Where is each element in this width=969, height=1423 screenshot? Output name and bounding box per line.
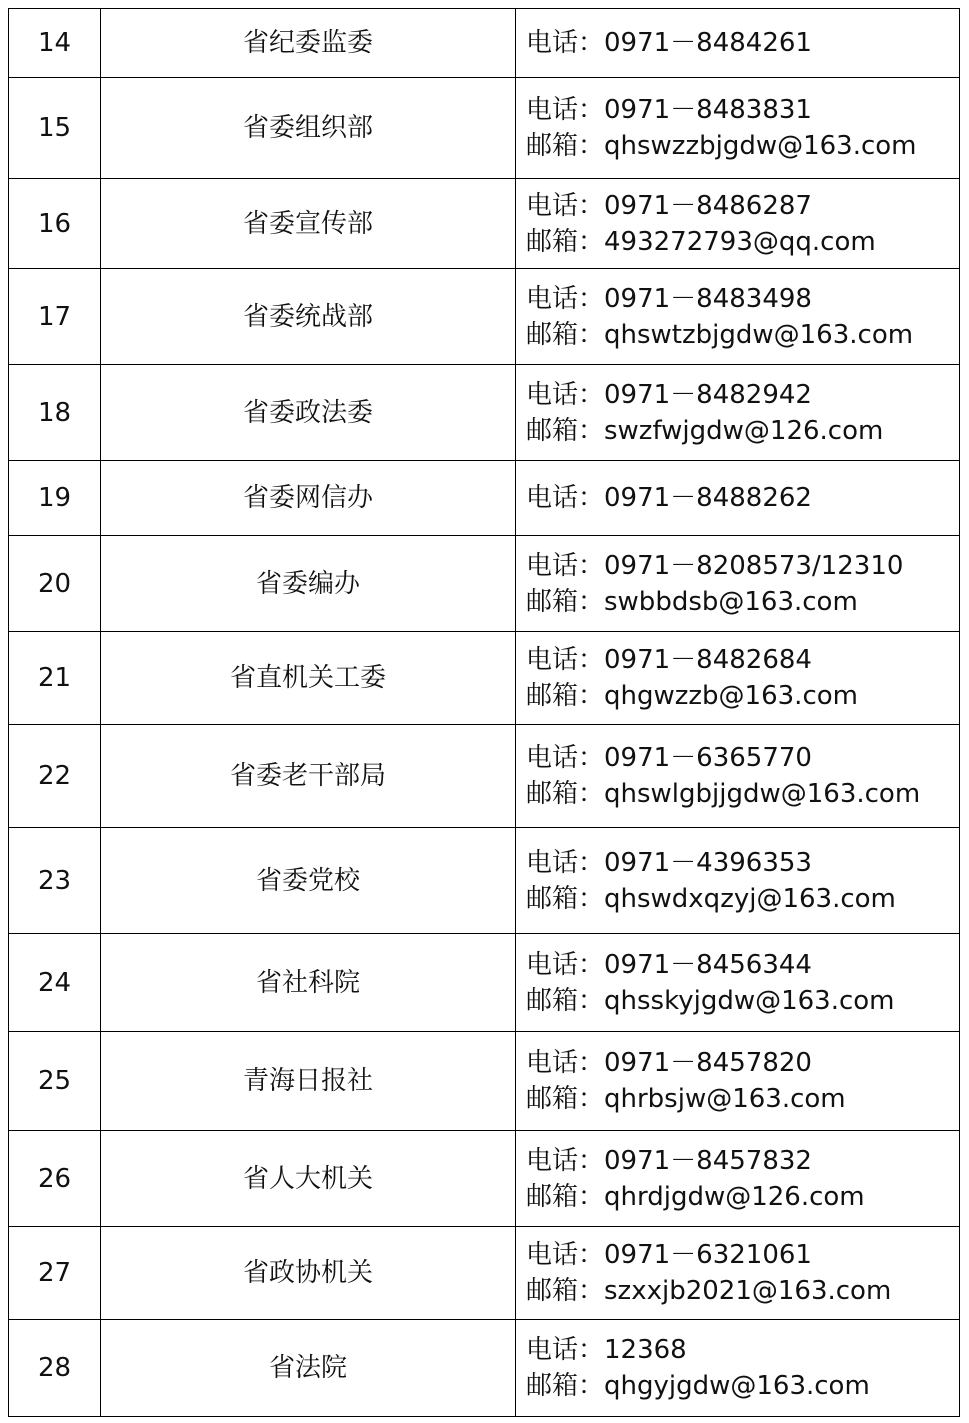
contact-cell: [516, 9, 960, 78]
phone-text: 电话：12368: [526, 1335, 687, 1365]
contact-cell: [516, 78, 960, 179]
contact-cell: [516, 269, 960, 365]
email-text: 邮箱：qhgyjgdw@163.com: [526, 1371, 870, 1401]
email-text: 邮箱：qhrbsjw@163.com: [526, 1084, 846, 1114]
row-number: 22: [9, 725, 101, 828]
phone-text: 电话：0971－8208573/12310: [526, 550, 904, 581]
contact-cell: [516, 934, 960, 1032]
phone-text: 电话：0971－8483498: [526, 283, 812, 314]
table-row: [9, 179, 960, 269]
email-text: 邮箱：qhrdjgdw@126.com: [526, 1181, 865, 1212]
contact-cell: [516, 828, 960, 934]
table-row: [9, 269, 960, 365]
phone-text: 电话：0971－8486287: [526, 190, 812, 221]
email-text: 邮箱：qhswdxqzyj@163.com: [526, 883, 896, 914]
phone-text: 电话：0971－8482684: [526, 645, 812, 675]
table-row: [9, 1032, 960, 1131]
email-text: 邮箱：493272793@qq.com: [526, 226, 876, 257]
organization-name: 青海日报社: [101, 1032, 516, 1131]
email-text: 邮箱：qhgwzzb@163.com: [526, 681, 858, 711]
email-text: 邮箱：qhswzzbjgdw@163.com: [526, 131, 917, 161]
organization-name: 省法院: [101, 1320, 516, 1417]
contact-cell: [516, 1032, 960, 1131]
email-text: 邮箱：swbbdsb@163.com: [526, 586, 858, 617]
organization-name: 省人大机关: [101, 1131, 516, 1227]
row-number: 21: [9, 632, 101, 725]
contact-cell: [516, 536, 960, 632]
phone-text: 电话：0971－6321061: [526, 1240, 812, 1270]
contact-cell: [516, 1320, 960, 1417]
row-number: 26: [9, 1131, 101, 1227]
table-row: [9, 1131, 960, 1227]
email-text: 邮箱：szxxjb2021@163.com: [526, 1276, 892, 1306]
contact-cell: [516, 179, 960, 269]
organization-name: 省委宣传部: [101, 179, 516, 269]
row-number: 28: [9, 1320, 101, 1417]
table-row: [9, 725, 960, 828]
email-text: 邮箱：qhsskyjgdw@163.com: [526, 985, 895, 1016]
organization-name: 省直机关工委: [101, 632, 516, 725]
table-row: [9, 536, 960, 632]
email-text: 邮箱：swzfwjgdw@126.com: [526, 415, 884, 446]
organization-name: 省委组织部: [101, 78, 516, 179]
row-number: 27: [9, 1227, 101, 1320]
email-text: 邮箱：qhswlgbjjgdw@163.com: [526, 779, 921, 809]
row-number: 19: [9, 461, 101, 536]
table-row: [9, 461, 960, 536]
contact-cell: [516, 1227, 960, 1320]
phone-text: 电话：0971－8483831: [526, 95, 812, 125]
table-row: [9, 632, 960, 725]
organization-name: 省委编办: [101, 536, 516, 632]
table-row: [9, 828, 960, 934]
row-number: 14: [9, 9, 101, 78]
phone-text: 电话：0971－8488262: [526, 483, 812, 513]
phone-text: 电话：0971－6365770: [526, 743, 812, 773]
contact-cell: [516, 632, 960, 725]
row-number: 18: [9, 365, 101, 461]
organization-name: 省委党校: [101, 828, 516, 934]
table-row: [9, 9, 960, 78]
contact-table: [8, 8, 960, 1417]
organization-name: 省委统战部: [101, 269, 516, 365]
contact-cell: [516, 1131, 960, 1227]
organization-name: 省纪委监委: [101, 9, 516, 78]
phone-text: 电话：0971－4396353: [526, 847, 812, 878]
row-number: 16: [9, 179, 101, 269]
organization-name: 省委网信办: [101, 461, 516, 536]
row-number: 17: [9, 269, 101, 365]
row-number: 25: [9, 1032, 101, 1131]
row-number: 20: [9, 536, 101, 632]
table-row: [9, 1227, 960, 1320]
table-row: [9, 78, 960, 179]
contact-cell: [516, 461, 960, 536]
organization-name: 省政协机关: [101, 1227, 516, 1320]
phone-text: 电话：0971－8457832: [526, 1145, 812, 1176]
row-number: 23: [9, 828, 101, 934]
organization-name: 省社科院: [101, 934, 516, 1032]
email-text: 邮箱：qhswtzbjgdw@163.com: [526, 319, 914, 350]
row-number: 24: [9, 934, 101, 1032]
contact-cell: [516, 365, 960, 461]
organization-name: 省委老干部局: [101, 725, 516, 828]
phone-text: 电话：0971－8484261: [526, 28, 812, 58]
phone-text: 电话：0971－8456344: [526, 949, 812, 980]
contact-cell: [516, 725, 960, 828]
table-row: [9, 934, 960, 1032]
table-row: [9, 1320, 960, 1417]
phone-text: 电话：0971－8482942: [526, 379, 812, 410]
table-row: [9, 365, 960, 461]
phone-text: 电话：0971－8457820: [526, 1048, 812, 1078]
organization-name: 省委政法委: [101, 365, 516, 461]
row-number: 15: [9, 78, 101, 179]
